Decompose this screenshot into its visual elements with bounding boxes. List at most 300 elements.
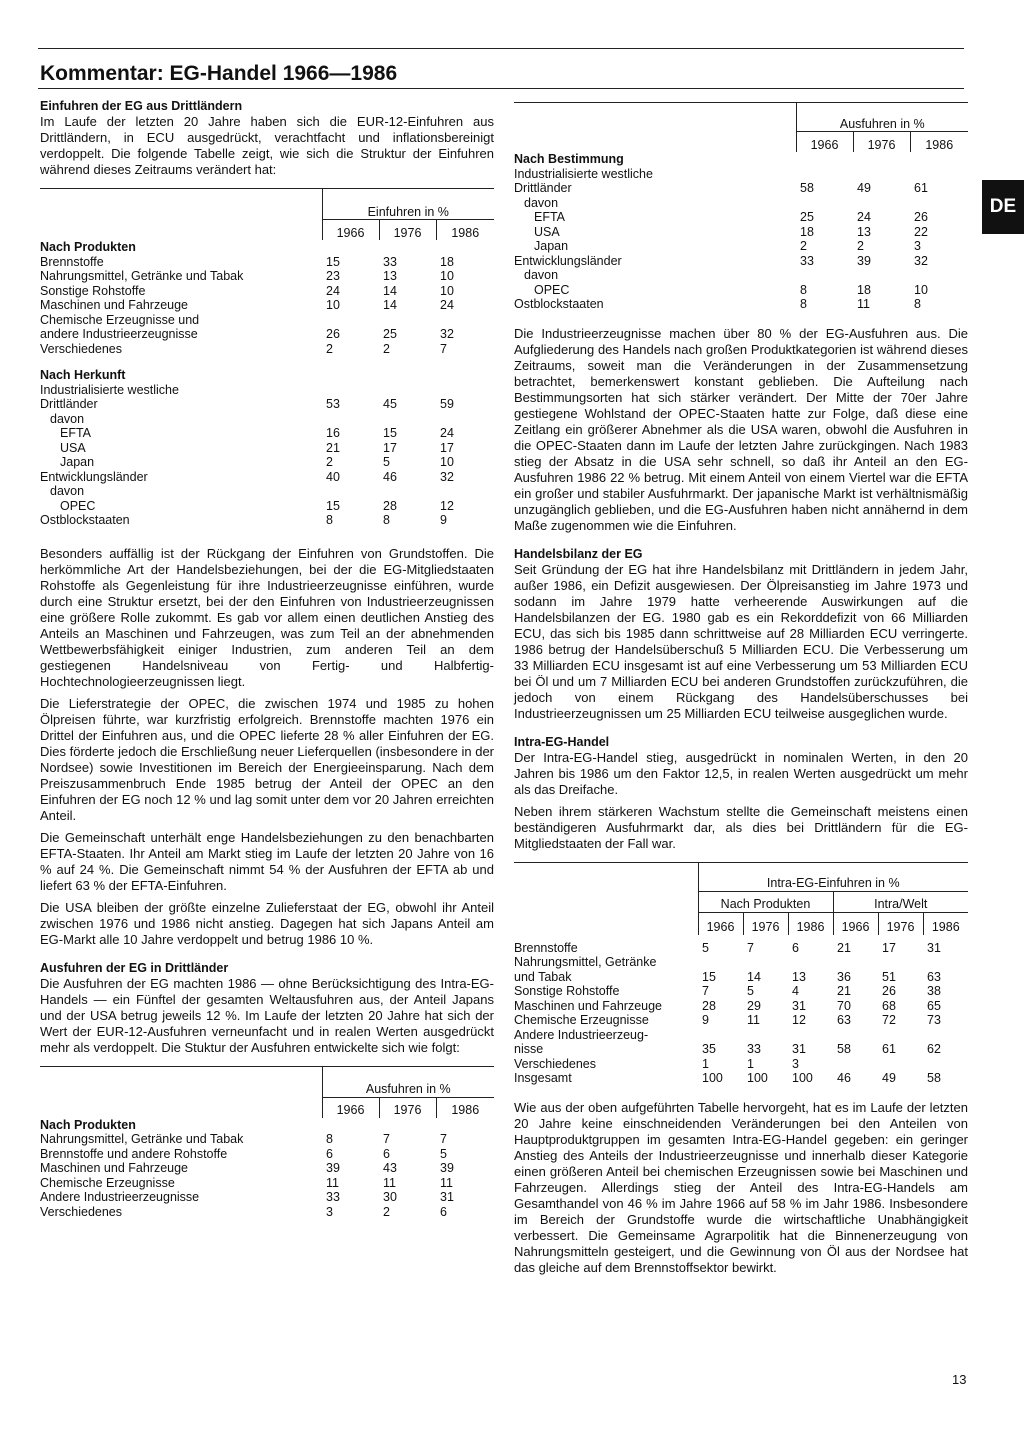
- cell-value: [923, 1057, 968, 1072]
- cell-value: 30: [383, 1190, 397, 1204]
- cell-value: 26: [326, 327, 340, 341]
- cell-value: 26: [914, 210, 928, 224]
- subheader: Nach Produkten: [698, 891, 833, 912]
- paragraph: Seit Gründung der EG hat ihre Handelsbilanz mit Drittländern in jedem Jahr, außer 1986, ein Defizit ausgewiesen. Der Ölpreisanstieg im Jahre 1973 und sodann im Jahre 1979 hatte verheerende Auswirkungen auf die Handelsbilanzen der EG. 1980 gab es ein Rekorddefizit von 66 Milliarden ECU, das sich bis 1985 dann schrittweise auf 28 Milliarden ECU verringerte. 1986 betrug der Handelsüberschuß 5 Milliarden ECU. Die Verbesserung um 33 Milliarden ECU insgesamt ist auf eine Verbesserung um 53 Milliarden ECU bei Öl und um 7 Milliarden ECU bei anderen Grundstoffen zurückzuführen, die jedoch von einem Rückgang des Handelsüberschusses bei Industrieerzeugnissen um 25 Milliarden ECU teilweise ausgeglichen wurde.: [514, 561, 968, 721]
- cell-value: 32: [440, 469, 454, 484]
- cell-value: 11: [440, 1175, 453, 1190]
- row-label: Verschiedenes: [514, 1056, 597, 1071]
- cell-value: 2: [383, 341, 390, 356]
- left-column: [40, 98, 494, 1233]
- cell-value: [436, 412, 494, 427]
- table-row: [514, 1042, 968, 1057]
- cell-value: 59: [440, 397, 454, 411]
- year-header: 1976: [379, 1097, 436, 1118]
- cell-value: 11: [747, 1013, 760, 1027]
- table-row: [40, 1190, 494, 1205]
- cell-value: 6: [326, 1146, 333, 1161]
- row-label: davon: [50, 411, 85, 426]
- cell-value: 51: [882, 969, 896, 984]
- cell-value: 28: [702, 998, 716, 1013]
- row-label: Verschiedenes: [40, 1204, 123, 1219]
- table-row: [40, 269, 494, 284]
- row-label: und Tabak: [514, 969, 572, 984]
- exports-destination-table: [514, 102, 968, 312]
- table-row: [514, 181, 968, 196]
- year-header: 1986: [923, 912, 968, 935]
- title-rule: [38, 88, 964, 89]
- section-heading-imports: Einfuhren der EG aus Drittländern: [40, 99, 243, 113]
- cell-value: 5: [702, 940, 709, 955]
- table-row: [514, 984, 968, 999]
- cell-value: [910, 196, 968, 211]
- page-title: Kommentar: EG-Handel 1966—1986: [40, 62, 398, 85]
- cell-value: 10: [440, 269, 454, 283]
- table-row: [514, 254, 968, 269]
- year-header: 1966: [833, 912, 878, 935]
- row-label: Andere Industrieerzeugnisse: [40, 1190, 200, 1204]
- cell-value: [322, 313, 379, 328]
- cell-value: 100: [702, 1071, 723, 1085]
- cell-value: 39: [857, 253, 871, 268]
- cell-value: [833, 955, 878, 970]
- cell-value: 22: [914, 224, 928, 239]
- table-caption: Einfuhren in %: [322, 189, 494, 220]
- cell-value: 8: [326, 1132, 333, 1146]
- cell-value: 7: [383, 1132, 390, 1146]
- cell-value: 31: [792, 998, 806, 1013]
- cell-value: 29: [747, 998, 761, 1013]
- page-number: 13: [952, 1372, 967, 1387]
- table-caption: Ausfuhren in %: [796, 103, 968, 132]
- cell-value: [923, 1028, 968, 1043]
- row-label: Entwicklungsländer: [40, 469, 148, 484]
- row-label: EFTA: [534, 210, 566, 224]
- cell-value: 13: [383, 269, 397, 283]
- cell-value: [436, 484, 494, 499]
- cell-value: 25: [800, 210, 814, 224]
- cell-value: 36: [837, 969, 851, 984]
- cell-value: [853, 268, 910, 283]
- row-label: Chemische Erzeugnisse und: [40, 312, 200, 327]
- cell-value: [853, 167, 910, 182]
- table-row: [514, 239, 968, 254]
- cell-value: 58: [927, 1071, 941, 1085]
- row-label: Andere Industrieerzeug-: [514, 1027, 649, 1042]
- cell-value: 17: [440, 440, 454, 455]
- row-label: Drittländer: [514, 181, 572, 195]
- cell-value: 24: [440, 298, 454, 312]
- table-row: [40, 313, 494, 328]
- cell-value: 8: [326, 513, 333, 527]
- table-row: [514, 955, 968, 970]
- row-label: USA: [60, 440, 86, 455]
- cell-value: [910, 167, 968, 182]
- table-row: [514, 1028, 968, 1043]
- cell-value: 18: [857, 282, 871, 297]
- cell-value: 18: [440, 254, 454, 269]
- subheader: Intra/Welt: [833, 891, 968, 912]
- cell-value: 23: [326, 269, 340, 283]
- cell-value: 43: [383, 1161, 397, 1175]
- cell-value: 3: [326, 1204, 333, 1219]
- cell-value: 6: [440, 1204, 447, 1219]
- cell-value: 11: [857, 297, 870, 311]
- cell-value: [436, 313, 494, 328]
- table-row: [514, 1013, 968, 1028]
- cell-value: 5: [383, 455, 390, 469]
- cell-value: [853, 196, 910, 211]
- table-row: [514, 268, 968, 283]
- row-label: EFTA: [60, 426, 92, 440]
- cell-value: 10: [440, 455, 454, 469]
- cell-value: 21: [326, 440, 340, 455]
- cell-value: 26: [882, 984, 896, 998]
- cell-value: 46: [383, 469, 397, 484]
- right-column: [514, 102, 968, 1282]
- row-label: Ostblockstaaten: [514, 297, 604, 311]
- cell-value: 7: [440, 341, 447, 356]
- cell-value: [878, 1028, 923, 1043]
- row-label: OPEC: [60, 498, 96, 513]
- cell-value: 11: [383, 1175, 396, 1190]
- year-header: 1976: [878, 912, 923, 935]
- row-label: Insgesamt: [514, 1071, 572, 1085]
- cell-value: 2: [800, 239, 807, 253]
- table-group-row: [514, 152, 968, 167]
- cell-value: 11: [326, 1175, 339, 1190]
- cell-value: 8: [800, 297, 807, 311]
- row-label: Industrialisierte westliche: [514, 166, 653, 181]
- table-row: [514, 196, 968, 211]
- cell-value: [796, 167, 853, 182]
- table-group-row: [40, 356, 494, 383]
- cell-value: 100: [792, 1071, 813, 1085]
- table-row: [40, 255, 494, 270]
- cell-value: [436, 383, 494, 398]
- year-header: 1976: [379, 220, 436, 241]
- row-label: Industrialisierte westliche: [40, 382, 179, 397]
- cell-value: 5: [747, 984, 754, 998]
- cell-value: 4: [792, 984, 799, 998]
- row-label: Nahrungsmittel, Getränke und Tabak: [40, 1132, 244, 1146]
- cell-value: 3: [914, 239, 921, 253]
- cell-value: 38: [927, 984, 941, 998]
- cell-value: 7: [747, 940, 754, 955]
- cell-value: [379, 383, 436, 398]
- year-header: 1966: [322, 1097, 379, 1118]
- row-label: OPEC: [534, 282, 570, 297]
- cell-value: 10: [914, 282, 928, 297]
- cell-value: 65: [927, 998, 941, 1013]
- table-row: [40, 397, 494, 412]
- cell-value: [698, 1028, 743, 1043]
- cell-value: [322, 484, 379, 499]
- cell-value: 14: [747, 969, 761, 984]
- cell-value: 25: [383, 327, 397, 341]
- row-label: Brennstoffe und andere Rohstoffe: [40, 1146, 228, 1161]
- table-row: [40, 441, 494, 456]
- cell-value: 31: [440, 1190, 454, 1204]
- table-row: [40, 1132, 494, 1147]
- row-label: Sonstige Rohstoffe: [514, 984, 620, 998]
- table-row: [40, 298, 494, 313]
- table-group-label: Nach Produkten: [40, 1117, 136, 1132]
- cell-value: 15: [702, 969, 716, 984]
- table-row: [40, 327, 494, 342]
- cell-value: 63: [837, 1013, 851, 1027]
- row-label: Nahrungsmittel, Getränke und Tabak: [40, 269, 244, 283]
- row-label: Chemische Erzeugnisse: [40, 1175, 175, 1190]
- row-label: USA: [534, 224, 560, 239]
- table-caption: Intra-EG-Einfuhren in %: [698, 863, 968, 892]
- cell-value: 31: [927, 940, 941, 955]
- row-label: Japan: [534, 239, 569, 253]
- cell-value: [923, 955, 968, 970]
- cell-value: 100: [747, 1071, 768, 1085]
- intra-eg-table: [514, 862, 968, 1086]
- paragraph: Im Laufe der letzten 20 Jahre haben sich die EUR-12-Einfuhren aus Drittländern, in ECU ausgedrückt, verachtfacht und inflationsbereinigt verdoppelt. Die folgende Tabelle zeigt, wie sich die Struktur der Einfuhren während dieses Zeitraums verändert hat:: [40, 114, 494, 177]
- row-label: Brennstoffe: [514, 940, 578, 955]
- table-row: [40, 1161, 494, 1176]
- table-row: [514, 210, 968, 225]
- table-caption: Ausfuhren in %: [322, 1067, 494, 1098]
- row-label: Chemische Erzeugnisse: [514, 1013, 649, 1027]
- cell-value: 63: [927, 969, 941, 984]
- cell-value: 9: [440, 513, 447, 527]
- table-row: [514, 1057, 968, 1072]
- cell-value: 3: [792, 1056, 799, 1071]
- cell-value: 7: [440, 1132, 447, 1146]
- table-row: [40, 499, 494, 514]
- cell-value: [878, 955, 923, 970]
- cell-value: 6: [383, 1146, 390, 1161]
- cell-value: 10: [326, 298, 340, 312]
- table-group-row: [40, 1118, 494, 1133]
- cell-value: 39: [326, 1161, 340, 1175]
- cell-value: 72: [882, 1013, 896, 1027]
- cell-value: 1: [747, 1056, 754, 1071]
- row-label: Brennstoffe: [40, 254, 104, 269]
- cell-value: 32: [914, 253, 928, 268]
- year-header: 1966: [322, 220, 379, 241]
- language-tab: DE: [982, 180, 1024, 234]
- row-label: Nahrungsmittel, Getränke: [514, 955, 657, 969]
- year-header: 1966: [796, 132, 853, 153]
- cell-value: 13: [792, 969, 806, 984]
- table-row: [40, 1147, 494, 1162]
- table-row: [40, 484, 494, 499]
- cell-value: 53: [326, 397, 340, 411]
- cell-value: 62: [927, 1042, 941, 1056]
- cell-value: 14: [383, 283, 397, 298]
- cell-value: 2: [326, 455, 333, 469]
- cell-value: 39: [440, 1161, 454, 1175]
- cell-value: 15: [383, 426, 397, 440]
- paragraph: Besonders auffällig ist der Rückgang der Einfuhren von Grundstoffen. Die herkömmliche Art der Handelsbeziehungen, bei der die EG-Mitgliedstaaten Rohstoffe als Gegenleistung für ihre Industrieerzeugnisse einführen, wurde durch eine Struktur ersetzt, bei der den Einfuhren von Industrieerzeugnissen eine größere Rolle zukommt. Es gab vor allem einen deutlichen Anstieg des Anteils an Maschinen und Fahrzeugen, was zum Teil an der abnehmenden Wettbewerbsfähigkeit einiger Industrien, zum anderen Teil an dem gestiegenen Handelsniveau von Fertig- und Halbfertig-Hochtechnologieerzeugnissen liegt.: [40, 545, 494, 689]
- cell-value: [322, 383, 379, 398]
- cell-value: 33: [383, 254, 397, 269]
- cell-value: 12: [792, 1013, 806, 1027]
- table-row: [40, 412, 494, 427]
- top-rule: [38, 48, 964, 49]
- year-header: 1976: [853, 132, 910, 153]
- table-row: [40, 513, 494, 528]
- cell-value: [698, 955, 743, 970]
- cell-value: 46: [837, 1071, 851, 1085]
- table-row: [514, 283, 968, 298]
- table-row: [514, 297, 968, 312]
- cell-value: 68: [882, 998, 896, 1013]
- cell-value: 58: [800, 181, 814, 195]
- year-header: 1976: [743, 912, 788, 935]
- cell-value: [910, 268, 968, 283]
- year-header: 1966: [698, 912, 743, 935]
- table-row: [514, 941, 968, 956]
- cell-value: 7: [702, 984, 709, 998]
- section-heading-trade-balance: Handelsbilanz der EG: [514, 546, 643, 561]
- cell-value: [796, 268, 853, 283]
- cell-value: 70: [837, 998, 851, 1013]
- table-group-label: Nach Bestimmung: [514, 152, 624, 166]
- table-row: [514, 999, 968, 1014]
- cell-value: [379, 484, 436, 499]
- cell-value: 2: [857, 239, 864, 253]
- row-label: andere Industrieerzeugnisse: [40, 327, 198, 341]
- paragraph: Die Lieferstrategie der OPEC, die zwischen 1974 und 1985 zu hohen Ölpreisen führte, war kurzfristig erfolgreich. Brennstoffe machten 1976 ein Drittel der Einfuhren aus, und die OPEC lieferte 28 % aller Einfuhren der EG. Dies förderte jedoch die Erschließung neuer Lieferquellen (insbesondere in der Nordsee) sowie Investitionen im Bereich der Energieeinsparung. Nach dem Preiszusammenbruch Ende 1985 betrug der Anteil der OPEC an den Einfuhren der EG noch 12 % und lag somit unter dem vor 20 Jahren erreichten Anteil.: [40, 695, 494, 823]
- cell-value: 2: [383, 1204, 390, 1219]
- cell-value: 13: [857, 224, 871, 239]
- cell-value: 35: [702, 1042, 716, 1056]
- row-label: Maschinen und Fahrzeuge: [40, 298, 189, 312]
- paragraph: Wie aus der oben aufgeführten Tabelle hervorgeht, hat es im Laufe der letzten 20 Jahre keine einschneidenden Veränderungen bei den Anteilen von Hauptproduktgruppen im gesamten Intra-EG-Handel gegeben: ein geringer Anstieg des Anteils der Industrieerzeugnisse und innerhalb dieser Kategorie einen größeren Anteil bei chemischen Erzeugnissen sowie bei Maschinen und Fahrzeugen. Allerdings stieg der Anteil des Intra-EG-Handels am Gesamthandel von 46 % im Jahre 1966 auf 58 % im Jahr 1986. Insbesondere im Bereich der Grundstoffe wurde die wirtschaftliche Unabhängigkeit verbessert. Die Gemeinsame Agrarpolitik hat die Binnenerzeugung von Nahrungsmitteln gesteigert, und die Gewinnung von Öl aus der Nordsee hat das gleiche auf dem Brennstoffsektor bewirkt.: [514, 1099, 968, 1275]
- cell-value: [743, 1028, 788, 1043]
- row-label: Entwicklungsländer: [514, 253, 622, 268]
- cell-value: 45: [383, 397, 397, 411]
- cell-value: 10: [440, 283, 454, 298]
- table-row: [514, 970, 968, 985]
- cell-value: 14: [383, 298, 397, 312]
- exports-products-table: [40, 1066, 494, 1220]
- cell-value: 32: [440, 327, 454, 341]
- cell-value: 61: [882, 1042, 896, 1056]
- cell-value: 24: [326, 283, 340, 298]
- cell-value: [796, 196, 853, 211]
- paragraph: Die Ausfuhren der EG machten 1986 — ohne Berücksichtigung des Intra-EG-Handels — ein Fünftel der gesamten Weltausfuhren aus, der Anteil Japans und der USA betrug jeweils 12 %. Im Laufe der letzten 20 Jahre hat sich der Wert der EUR-12-Ausfuhren verneunfacht und in realen Werten ausgedrückt mehr als verdoppelt. Die Stuktur der Ausfuhren entwickelte sich wie folgt:: [40, 975, 494, 1055]
- cell-value: 17: [882, 940, 896, 955]
- paragraph: Die Gemeinschaft unterhält enge Handelsbeziehungen zu den benachbarten EFTA-Staaten. Ihr Anteil am Markt stieg im Laufe der letzten 20 Jahre von 16 % auf 24 %. Die Gemeinschaft nimmt 54 % der Ausfuhren der EFTA ab und liefert 63 % der EFTA-Einfuhren.: [40, 829, 494, 893]
- cell-value: [833, 1057, 878, 1072]
- table-row: [40, 342, 494, 357]
- cell-value: 8: [800, 282, 807, 297]
- cell-value: [379, 412, 436, 427]
- cell-value: [878, 1057, 923, 1072]
- cell-value: [743, 955, 788, 970]
- row-label: Maschinen und Fahrzeuge: [514, 998, 663, 1013]
- cell-value: 5: [440, 1146, 447, 1161]
- table-row: [514, 1071, 968, 1086]
- cell-value: 8: [914, 297, 921, 311]
- cell-value: 40: [326, 469, 340, 484]
- cell-value: 15: [326, 254, 340, 269]
- cell-value: 58: [837, 1042, 851, 1056]
- cell-value: 18: [800, 224, 814, 239]
- cell-value: 15: [326, 498, 340, 513]
- cell-value: [379, 313, 436, 328]
- row-label: Ostblockstaaten: [40, 513, 130, 527]
- cell-value: 24: [440, 426, 454, 440]
- cell-value: 9: [702, 1013, 709, 1027]
- cell-value: 33: [800, 253, 814, 268]
- table-row: [40, 284, 494, 299]
- paragraph: Der Intra-EG-Handel stieg, ausgedrückt in nominalen Werten, in den 20 Jahren bis 1986 um den Faktor 12,5, in realen Werten ausgedrückt um mehr als das Dreifache.: [514, 749, 968, 797]
- table-row: [40, 426, 494, 441]
- cell-value: 6: [792, 940, 799, 955]
- row-label: davon: [524, 195, 559, 210]
- cell-value: [322, 412, 379, 427]
- row-label: Verschiedenes: [40, 341, 123, 356]
- cell-value: 28: [383, 498, 397, 513]
- table-group-label: Nach Herkunft: [40, 368, 126, 382]
- cell-value: 16: [326, 426, 340, 440]
- table-row: [40, 383, 494, 398]
- cell-value: 17: [383, 440, 397, 455]
- cell-value: 33: [747, 1042, 761, 1056]
- table-row: [40, 455, 494, 470]
- row-label: nisse: [514, 1042, 544, 1056]
- cell-value: [788, 1028, 833, 1043]
- paragraph: Neben ihrem stärkeren Wachstum stellte die Gemeinschaft meistens einen beständigeren Ausfuhrmarkt dar, als dies bei Drittländern für die EG-Mitgliedstaaten der Fall war.: [514, 803, 968, 851]
- cell-value: 49: [857, 181, 871, 195]
- table-row: [514, 167, 968, 182]
- cell-value: 24: [857, 210, 871, 224]
- table-row: [40, 1205, 494, 1220]
- row-label: davon: [524, 268, 559, 282]
- cell-value: 2: [326, 341, 333, 356]
- cell-value: 21: [837, 984, 851, 998]
- cell-value: 49: [882, 1071, 896, 1085]
- row-label: Maschinen und Fahrzeuge: [40, 1161, 189, 1175]
- cell-value: 61: [914, 181, 928, 195]
- cell-value: 1: [702, 1056, 709, 1071]
- year-header: 1986: [788, 912, 833, 935]
- paragraph: Die Industrieerzeugnisse machen über 80 % der EG-Ausfuhren aus. Die Aufgliederung des Handels nach großen Produktkategorien ist während dieses Zeitraums, soweit man die Veränderungen in der Zusammensetzung betrachtet, bemerkenswert konstant geblieben. Die Aufteilung nach Bestimmungsorten hat sich stärker verändert. Der Mitte der 70er Jahre gestiegene Wohlstand der OPEC-Staaten hatte zur Folge, daß diese eine Zeitlang ein größerer Abnehmer als die USA waren, obwohl die Ausfuhren in die OPEC-Staaten dann im Laufe der letzten Jahre zurückgingen. Nach 1983 stieg der Absatz in die USA sehr schnell, so daß ihr Anteil an den EG-Ausfuhren 1986 22 % betrug. Mit einem Anteil von einem Viertel war die EFTA ein großer und stabiler Ausfuhrmarkt. Der japanische Markt ist verhältnismäßig unzugänglich geblieben, und die EG-Ausfuhren haben nicht annähernd in dem Maße zugenommen wie die Einfuhren.: [514, 325, 968, 533]
- cell-value: 12: [440, 498, 454, 513]
- row-label: Sonstige Rohstoffe: [40, 283, 146, 298]
- paragraph: Die USA bleiben der größte einzelne Zulieferstaat der EG, obwohl ihr Anteil zwischen 1976 und 1986 nicht anstieg. Dagegen hat sich Japans Anteil am EG-Markt alle 10 Jahre verdoppelt und betrug 1986 10 %.: [40, 899, 494, 947]
- row-label: Drittländer: [40, 397, 98, 411]
- cell-value: 31: [792, 1042, 806, 1056]
- table-row: [514, 225, 968, 240]
- cell-value: 33: [326, 1190, 340, 1204]
- year-header: 1986: [436, 1097, 494, 1118]
- section-heading-intra-eg: Intra-EG-Handel: [514, 734, 610, 749]
- year-header: 1986: [910, 132, 968, 153]
- row-label: Japan: [60, 455, 95, 469]
- cell-value: [788, 955, 833, 970]
- table-row: [40, 1176, 494, 1191]
- cell-value: 73: [927, 1013, 941, 1027]
- cell-value: 21: [837, 940, 851, 955]
- table-row: [40, 470, 494, 485]
- year-header: 1986: [436, 220, 494, 241]
- imports-table: [40, 188, 494, 528]
- table-group-label: Nach Produkten: [40, 240, 136, 254]
- row-label: davon: [50, 484, 85, 498]
- cell-value: 8: [383, 513, 390, 527]
- cell-value: [833, 1028, 878, 1043]
- section-heading-exports: Ausfuhren der EG in Drittländer: [40, 960, 229, 975]
- table-group-row: [40, 240, 494, 255]
